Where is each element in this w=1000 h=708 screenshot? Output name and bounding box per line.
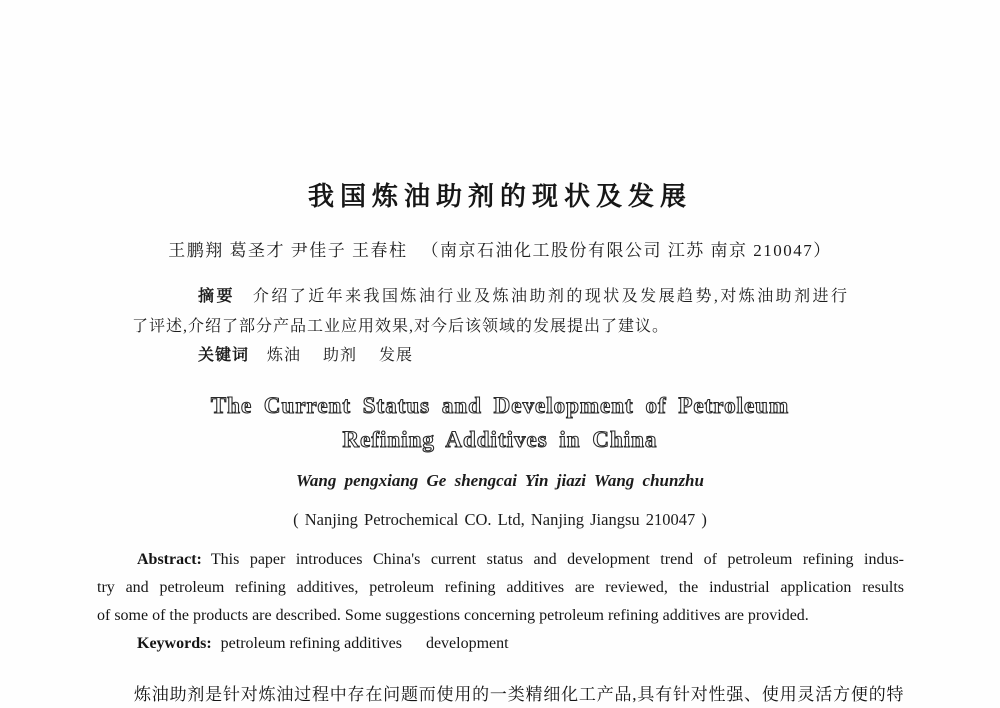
affiliation-zh: （南京石油化工股份有限公司 江苏 南京 210047） [421,241,832,260]
abstract-zh-line1 [132,283,848,306]
title-en-line2: Refining Additives in China [342,427,658,452]
keyword-en: petroleum refining additives [220,635,402,652]
keywords-zh-label: 关键词 [198,347,250,364]
keywords-zh [132,342,848,365]
authors-zh: 王鹏翔 葛圣才 尹佳子 王春柱 [168,241,408,260]
affiliation-en: ( Nanjing Petrochemical CO. Ltd, Nanjing Jiangsu 210047 ) [293,510,707,529]
abstract-zh-label: 摘要 [198,288,235,305]
byline-zh [0,236,1000,261]
abstract-en-line3: of some of the products are described. Some suggestions concerning petroleum refining additives are provided. [97,607,809,624]
authors-en: Wang pengxiang Ge shengcai Yin jiazi Wang chunzhu [296,471,704,490]
keyword-zh: 发展 [379,347,414,364]
page-title-zh: 我国炼油助剂的现状及发展 [307,181,692,211]
keyword-en: development [425,635,509,652]
page-title-en [0,389,1000,457]
keyword-zh: 炼油 [267,347,302,364]
abstract-en-label: Abstract: [137,551,202,568]
abstract-en-line2: try and petroleum refining additives, petroleum refining additives are reviewed, the industrial application results [97,579,904,596]
abstract-zh-line2: 了评述,介绍了部分产品工业应用效果,对今后该领域的发展提出了建议。 [132,318,670,335]
keywords-en [97,635,904,653]
title-en-line1: The Current Status and Development of Petroleum [210,393,790,418]
keywords-en-label: Keywords: [137,635,212,652]
abstract-en-line1 [97,551,904,569]
abstract-en-text1: This paper introduces China's current status and development trend of petroleum refining indus- [210,551,904,568]
keyword-zh: 助剂 [323,347,358,364]
body-paragraph-line1: 炼油助剂是针对炼油过程中存在问题而使用的一类精细化工产品,具有针对性强、使用灵活方便的特 [134,685,904,704]
abstract-zh-text1: 介绍了近年来我国炼油行业及炼油助剂的现状及发展趋势,对炼油助剂进行 [252,288,848,305]
